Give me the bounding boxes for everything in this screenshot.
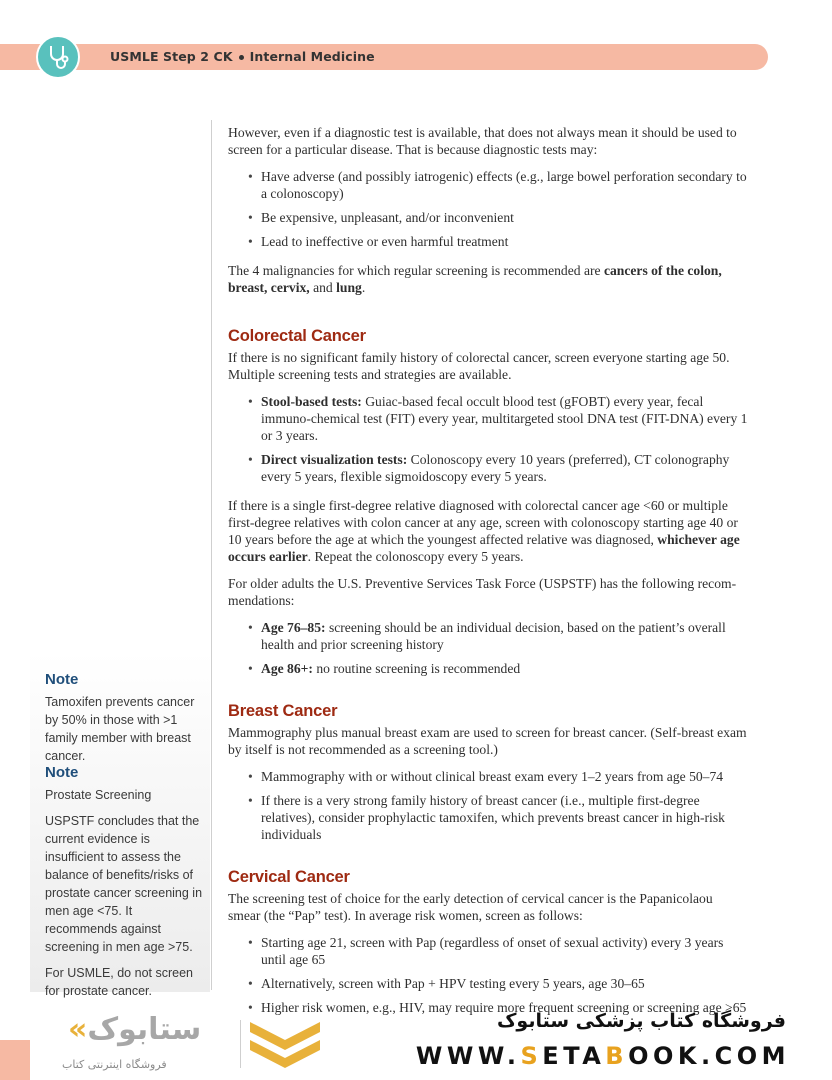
breast-list bbox=[228, 768, 748, 843]
list-item: • Have adverse (and possibly iatrogenic) effects (e.g., large bowel perforation secondary to a colonoscopy) bbox=[248, 168, 748, 202]
text-bold: cancers of the colon, breast, cervix, bbox=[228, 263, 722, 295]
note-subheading: Prostate Screening bbox=[45, 788, 152, 802]
text-bold: whichever age occurs earlier bbox=[228, 532, 740, 564]
list-item bbox=[248, 393, 748, 444]
text-run: Guiac-based fecal occult blood test (gFOBT) every year, fecal immuno-chemical test (FIT) every year, multitargeted stool DNA test (FIT-DNA) every 1 or 3 years. bbox=[261, 394, 748, 443]
note-text: USPSTF concludes that the current evidence is insufficient to assess the balance of benefits/risks of prostate cancer screening in men age <75. It recommends against screening in men age >75. bbox=[45, 814, 203, 954]
list-item: • Be expensive, unpleasant, and/or inconvenient bbox=[248, 209, 748, 226]
malignancies-paragraph bbox=[228, 262, 748, 296]
note-heading: Note bbox=[45, 764, 79, 781]
colorectal-family-history bbox=[228, 497, 748, 565]
note-prostate bbox=[45, 764, 203, 1008]
text-run: no routine screening is recommended bbox=[312, 661, 521, 676]
note-heading: Note bbox=[45, 671, 79, 688]
note-text: For USMLE, do not screen for prostate cancer. bbox=[45, 966, 193, 998]
book-title: USMLE Step 2 CK bbox=[110, 49, 233, 64]
list-item bbox=[248, 660, 748, 677]
store-name: فروشگاه کتاب پزشکی ستابوک bbox=[496, 1010, 786, 1032]
colorectal-intro: If there is no significant family history of colorectal cancer, screen everyone starting age 50. Multiple screening tests and strategies are available. bbox=[228, 350, 730, 382]
colorectal-tests-list bbox=[228, 393, 748, 485]
text-bold: Stool-based tests: bbox=[261, 394, 362, 409]
colorectal-age-list bbox=[228, 619, 748, 677]
text-run: If there is a single first-degree relative diagnosed with colorectal cancer age <60 or multiple first-degree relatives with colon cancer at any age, screen with colonoscopy starting age 40 or 10 years before the age at which the youngest affected relative was diagnosed, bbox=[228, 498, 738, 547]
url-part: B bbox=[605, 1042, 629, 1070]
breast-intro: Mammography plus manual breast exam are used to screen for breast cancer. (Self-breast exam by itself is not recommended as a screening tool.) bbox=[228, 725, 747, 757]
text-run: and bbox=[309, 280, 337, 295]
separator-dot bbox=[239, 55, 244, 60]
stethoscope-icon bbox=[36, 35, 80, 79]
list-item: • Alternatively, screen with Pap + HPV testing every 5 years, age 30–65 bbox=[248, 975, 748, 992]
text-run: . Repeat the colonoscopy every 5 years. bbox=[307, 549, 524, 564]
note-text: Tamoxifen prevents cancer by 50% in those with >1 family member with breast cancer. bbox=[45, 695, 195, 763]
url-part: ETA bbox=[542, 1042, 606, 1070]
logo-divider bbox=[240, 1020, 241, 1068]
list-item: • If there is a very strong family history of breast cancer (i.e., multiple first-degree relatives), consider prophylactic tamoxifen, which prevents breast cancer in high-risk individuals bbox=[248, 792, 748, 843]
footer-strip bbox=[0, 1040, 30, 1080]
running-header bbox=[110, 49, 375, 64]
chevrons-logo-icon bbox=[248, 1018, 322, 1077]
list-item: • Starting age 21, screen with Pap (regardless of onset of sexual activity) every 3 years until age 65 bbox=[248, 934, 748, 968]
text-run: screening should be an individual decision, based on the patient’s overall health and prior screening history bbox=[261, 620, 726, 652]
setabook-logo-wordmark bbox=[68, 1012, 201, 1047]
section-heading-colorectal: Colorectal Cancer bbox=[228, 327, 366, 345]
logo-subtitle: فروشگاه اینترنتی کتاب bbox=[62, 1058, 167, 1071]
list-item: • Higher risk women, e.g., HIV, may require more frequent screening or screening age >65 bbox=[248, 999, 748, 1016]
text-bold: Age 86+: bbox=[261, 661, 313, 676]
url-part: OOK.COM bbox=[628, 1042, 790, 1070]
intro-list bbox=[228, 168, 748, 250]
note-tamoxifen bbox=[45, 671, 203, 773]
intro-paragraph: However, even if a diagnostic test is available, that does not always mean it should be used to screen for a particular disease. That is because diagnostic tests may: bbox=[228, 125, 737, 157]
text-bold: Direct visualization tests: bbox=[261, 452, 408, 467]
logo-chevron-text: « bbox=[68, 1012, 88, 1047]
url-part: WWW. bbox=[415, 1042, 521, 1070]
text-run: Colonoscopy every 10 years (preferred), CT colonography every 5 years, flexible sigmoidoscopy every 5 years. bbox=[261, 452, 730, 484]
cervical-list bbox=[228, 934, 748, 1016]
list-item: • Lead to ineffective or even harmful treatment bbox=[248, 233, 748, 250]
list-item: • Mammography with or without clinical breast exam every 1–2 years from age 50–74 bbox=[248, 768, 748, 785]
cervical-intro: The screening test of choice for the early detection of cervical cancer is the Papanicolaou smear (the “Pap” test). In average risk women, screen as follows: bbox=[228, 891, 713, 923]
text-bold: Age 76–85: bbox=[261, 620, 326, 635]
main-content bbox=[228, 124, 748, 1028]
text-run: . bbox=[361, 280, 366, 295]
list-item bbox=[248, 619, 748, 653]
section-heading-cervical: Cervical Cancer bbox=[228, 868, 350, 886]
url-part: S bbox=[520, 1042, 543, 1070]
column-divider bbox=[211, 120, 212, 990]
logo-text: ستابوک bbox=[87, 1012, 202, 1047]
text-bold: lung bbox=[336, 280, 362, 295]
text-run: The 4 malignancies for which regular screening is recommended are bbox=[228, 263, 604, 278]
section-heading-breast: Breast Cancer bbox=[228, 702, 338, 720]
colorectal-uspstf: For older adults the U.S. Preventive Services Task Force (USPSTF) has the following recom-mendations: bbox=[228, 576, 737, 608]
store-url[interactable] bbox=[416, 1042, 790, 1070]
section-title: Internal Medicine bbox=[249, 49, 375, 64]
list-item bbox=[248, 451, 748, 485]
